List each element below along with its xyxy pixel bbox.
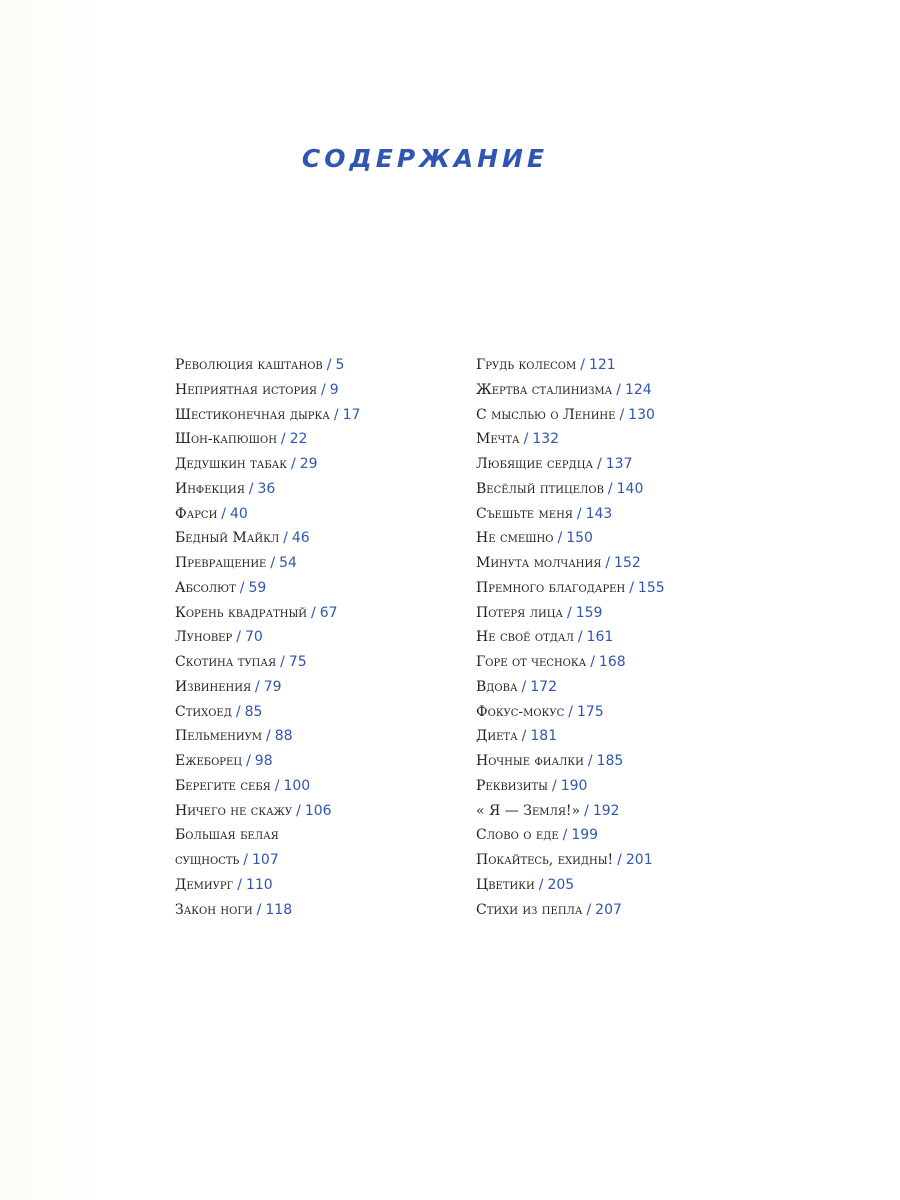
toc-page-number: 46	[291, 530, 310, 547]
toc-entry[interactable]	[476, 898, 776, 923]
toc-entry-title: сущность	[175, 852, 240, 868]
toc-separator: /	[248, 480, 254, 497]
toc-entry-title: Большая белая	[175, 827, 279, 844]
toc-page-number: 85	[244, 703, 263, 720]
toc-entry-title: Грудь колесом	[476, 357, 577, 373]
toc-separator: /	[552, 777, 557, 794]
toc-separator: /	[597, 456, 602, 472]
toc-separator: /	[590, 654, 595, 670]
toc-entry[interactable]	[175, 526, 465, 551]
toc-entry-title: Цветики	[476, 876, 535, 893]
toc-page-number: 172	[530, 678, 557, 695]
toc-entry-title: Дедушкин табак	[175, 456, 287, 472]
toc-page-number: 143	[585, 505, 613, 522]
toc-page-number: 54	[279, 555, 297, 571]
toc-entry-title: Реквизиты	[476, 777, 548, 794]
toc-page-number: 110	[245, 876, 273, 893]
toc-page-number: 40	[230, 505, 248, 522]
toc-entry[interactable]	[476, 427, 776, 452]
toc-entry-title: Шестиконечная дырка	[175, 406, 330, 423]
toc-separator: /	[255, 678, 260, 695]
toc-separator: /	[237, 876, 242, 893]
toc-entry[interactable]	[175, 452, 465, 477]
toc-entry-title: Берегите себя	[175, 777, 271, 794]
toc-entry-title: Фокус-мокус	[476, 703, 565, 720]
toc-entry-title: Весёлый птицелов	[476, 480, 604, 497]
toc-entry[interactable]	[476, 477, 776, 502]
toc-entry-title: Бедный Майкл	[175, 530, 280, 547]
toc-separator: /	[243, 852, 248, 868]
toc-separator: /	[562, 827, 568, 844]
toc-page-number: 9	[329, 381, 339, 398]
toc-entry-title: Слово о еде	[476, 827, 559, 844]
toc-entry[interactable]	[175, 848, 465, 873]
toc-entry[interactable]	[175, 477, 465, 502]
toc-page-number: 124	[624, 381, 652, 398]
toc-entry[interactable]	[175, 551, 465, 576]
toc-separator: /	[239, 579, 245, 596]
toc-page-number: 159	[575, 604, 603, 621]
toc-separator: /	[221, 505, 227, 522]
toc-page-number: 199	[571, 827, 599, 844]
toc-entry[interactable]	[175, 427, 465, 452]
toc-separator: /	[538, 876, 544, 893]
toc-separator: /	[605, 555, 611, 571]
toc-separator: /	[567, 604, 572, 621]
toc-entry-title: Превращение	[175, 555, 267, 571]
toc-separator: /	[587, 753, 593, 769]
toc-entry-title: Ежеборец	[175, 753, 243, 769]
toc-page-number: 98	[254, 753, 273, 769]
toc-page-number: 130	[628, 406, 655, 423]
toc-separator: /	[274, 777, 280, 794]
toc-separator: /	[333, 406, 339, 423]
toc-entry[interactable]	[175, 675, 465, 700]
toc-entry[interactable]	[175, 799, 465, 824]
toc-entry[interactable]	[175, 502, 465, 527]
toc-entry[interactable]	[476, 873, 776, 898]
toc-page-number: 22	[289, 431, 308, 448]
toc-separator: /	[576, 505, 582, 522]
toc-entry[interactable]	[476, 526, 776, 551]
toc-entry[interactable]	[476, 378, 776, 403]
toc-entry[interactable]	[476, 774, 776, 799]
toc-separator: /	[617, 852, 622, 868]
toc-entry[interactable]	[476, 551, 776, 576]
toc-separator: /	[521, 728, 527, 745]
toc-page-number: 17	[342, 406, 361, 423]
toc-separator: /	[568, 703, 573, 720]
toc-page-number: 118	[265, 901, 293, 918]
toc-entry-title: « Я — Земля!»	[476, 802, 581, 819]
toc-entry-title: Скотина тупая	[175, 654, 277, 670]
toc-page-number: 79	[263, 678, 282, 695]
toc-entry[interactable]	[476, 724, 776, 749]
toc-separator: /	[235, 703, 241, 720]
toc-separator: /	[580, 357, 585, 373]
toc-entry[interactable]	[175, 576, 465, 601]
toc-separator: /	[523, 431, 529, 448]
toc-page-number: 175	[576, 703, 604, 720]
toc-entry-title: Ночные фиалки	[476, 753, 584, 769]
toc-separator: /	[296, 802, 301, 819]
toc-entry[interactable]	[476, 452, 776, 477]
toc-page-number: 88	[274, 728, 293, 745]
toc-entry[interactable]	[476, 403, 776, 428]
toc-entry[interactable]	[476, 576, 776, 601]
toc-entry[interactable]	[476, 601, 776, 626]
toc-page-number: 100	[283, 777, 311, 794]
toc-page-number: 150	[566, 530, 593, 547]
toc-separator: /	[629, 579, 634, 596]
toc-page-number: 185	[596, 753, 624, 769]
toc-page-number: 201	[625, 852, 653, 868]
toc-page-number: 59	[248, 579, 267, 596]
toc-entry[interactable]	[476, 625, 776, 650]
toc-page-number: 5	[335, 357, 345, 373]
toc-separator: /	[280, 654, 285, 670]
toc-separator: /	[557, 530, 563, 547]
toc-entry[interactable]	[175, 724, 465, 749]
toc-entry[interactable]	[175, 749, 465, 774]
toc-entry-title: Пельмениум	[175, 728, 263, 745]
toc-entry-title: Корень квадратный	[175, 604, 308, 621]
toc-separator: /	[577, 629, 583, 646]
toc-page-number: 107	[252, 852, 279, 868]
toc-entry-title: Любящие сердца	[476, 456, 594, 472]
toc-separator: /	[266, 728, 271, 745]
toc-entry-title: Не своё отдал	[476, 629, 574, 646]
toc-entry-title: Фарси	[175, 505, 218, 522]
toc-column-left	[175, 353, 465, 922]
toc-page-number: 155	[637, 579, 665, 596]
toc-page-number: 140	[616, 480, 644, 497]
toc-page-number: 70	[244, 629, 263, 646]
toc-entry-title: Премного благодарен	[476, 579, 626, 596]
toc-entry[interactable]	[175, 650, 465, 675]
toc-page-number: 205	[547, 876, 575, 893]
page-gutter	[0, 0, 96, 1200]
toc-separator: /	[521, 678, 527, 695]
toc-entry[interactable]	[175, 774, 465, 799]
toc-page-number: 67	[319, 604, 338, 621]
toc-page-number: 161	[586, 629, 614, 646]
toc-page-number: 152	[614, 555, 641, 571]
toc-entry[interactable]	[476, 650, 776, 675]
toc-entry-title: Диета	[476, 728, 518, 745]
toc-separator: /	[311, 604, 316, 621]
toc-page-number: 168	[598, 654, 626, 670]
toc-entry-title: Неприятная история	[175, 381, 318, 398]
toc-separator: /	[607, 480, 613, 497]
toc-separator: /	[283, 530, 288, 547]
toc-page-number: 190	[560, 777, 588, 794]
toc-entry-title: Демиург	[175, 876, 234, 893]
toc-column-right	[476, 353, 776, 922]
toc-page-number: 192	[592, 802, 620, 819]
toc-entry[interactable]	[175, 353, 465, 378]
toc-separator: /	[256, 901, 262, 918]
toc-entry-title: Вдова	[476, 678, 518, 695]
toc-page-number: 181	[530, 728, 558, 745]
toc-page-number: 121	[588, 357, 616, 373]
toc-separator: /	[586, 901, 592, 918]
toc-separator: /	[236, 629, 241, 646]
toc-separator: /	[321, 381, 326, 398]
toc-entry-title: Стихоед	[175, 703, 232, 720]
toc-entry-title: Жертва сталинизма	[476, 381, 613, 398]
toc-entry-title: Шон-капюшон	[175, 431, 277, 448]
toc-entry-title: Потеря лица	[476, 604, 563, 621]
toc-entry-title: Ничего не скажу	[175, 802, 293, 819]
toc-entry-title: Закон ноги	[175, 901, 253, 918]
toc-entry[interactable]	[476, 848, 776, 873]
toc-entry-title: Революция каштанов	[175, 357, 323, 373]
toc-separator: /	[616, 381, 621, 398]
toc-entry-title: Извинения	[175, 678, 252, 695]
toc-entry[interactable]	[476, 749, 776, 774]
toc-entry-title: Горе от чеснока	[476, 654, 587, 670]
toc-page-number: 36	[257, 480, 276, 497]
toc-entry-title: Стихи из пепла	[476, 901, 583, 918]
toc-page-number: 207	[595, 901, 622, 918]
toc-page-number: 106	[304, 802, 332, 819]
toc-separator: /	[584, 802, 589, 819]
toc-entry[interactable]	[476, 823, 776, 848]
toc-entry-title: Минута молчания	[476, 555, 602, 571]
toc-entry-title: Луновер	[175, 629, 233, 646]
toc-entry[interactable]	[175, 898, 465, 923]
toc-entry[interactable]	[476, 799, 776, 824]
toc-entry[interactable]	[476, 353, 776, 378]
toc-entry[interactable]	[175, 823, 465, 848]
toc-separator: /	[326, 357, 332, 373]
toc-entry-title: Покайтесь, ехидны!	[476, 852, 614, 868]
toc-entry-title: Абсолют	[175, 579, 236, 596]
toc-page-number: 132	[532, 431, 560, 448]
toc-separator: /	[246, 753, 251, 769]
toc-entry[interactable]	[476, 700, 776, 725]
toc-entry[interactable]	[175, 625, 465, 650]
toc-entry[interactable]	[175, 873, 465, 898]
toc-separator: /	[619, 406, 625, 423]
toc-entry-title: Не смешно	[476, 530, 554, 547]
toc-entry[interactable]	[175, 700, 465, 725]
toc-separator: /	[280, 431, 286, 448]
toc-page-number: 75	[288, 654, 307, 670]
toc-separator: /	[270, 555, 276, 571]
toc-entry[interactable]	[175, 403, 465, 428]
toc-entry-title: Мечта	[476, 431, 520, 448]
toc-entry-title: Инфекция	[175, 480, 245, 497]
toc-separator: /	[290, 456, 296, 472]
toc-entry[interactable]	[175, 378, 465, 403]
toc-page-number: 137	[605, 456, 633, 472]
toc-entry-title: С мыслью о Ленине	[476, 406, 616, 423]
page-title: СОДЕРЖАНИЕ	[301, 144, 549, 173]
toc-entry[interactable]	[476, 675, 776, 700]
toc-entry[interactable]	[476, 502, 776, 527]
toc-entry[interactable]	[175, 601, 465, 626]
toc-entry-title: Съешьте меня	[476, 505, 573, 522]
toc-page-number: 29	[299, 456, 318, 472]
